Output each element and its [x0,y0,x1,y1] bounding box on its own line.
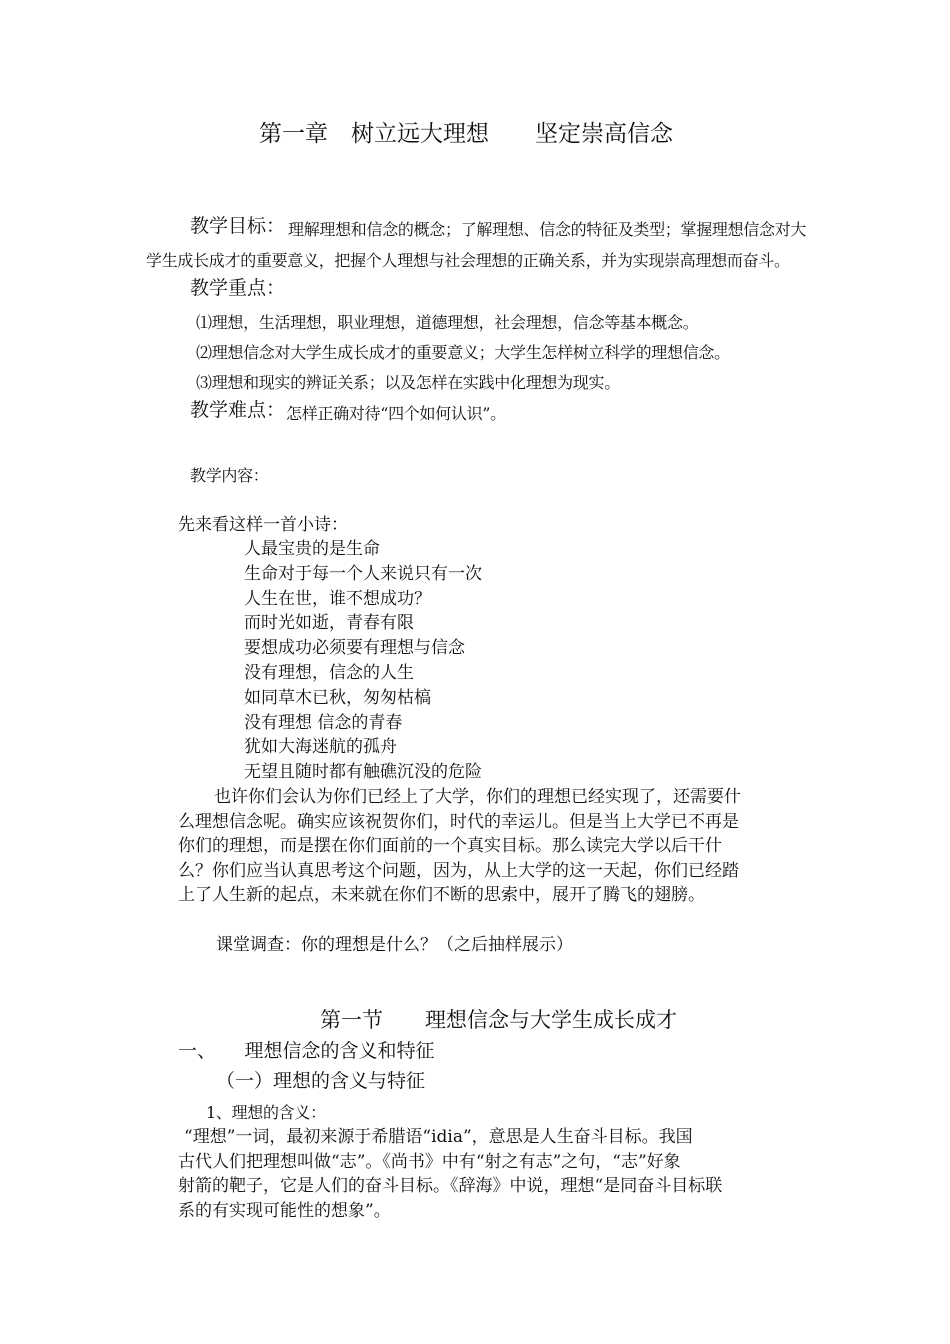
key-point-3: ⑶理想和现实的辨证关系；以及怎样在实践中化理想为现实。 [196,373,620,392]
difficulty-text: 怎样正确对待“四个如何认识”。 [286,404,506,423]
paragraph-line: 古代人们把理想叫做“志”。《尚书》中有“射之有志”之句，“志”好象 [178,1152,681,1172]
objectives-line-1: 理解理想和信念的概念；了解理想、信念的特征及类型；掌握理想信念对大 [288,220,807,239]
heading-level-2: （一）理想的含义与特征 [216,1070,426,1092]
paragraph-line: 你们的理想，而是摆在你们面前的一个真实目标。那么读完大学以后干什 [178,836,722,856]
difficulty-label: 教学难点： [190,399,286,421]
paragraph-line: 上了人生新的起点，未来就在你们不断的思索中，展开了腾飞的翅膀。 [178,885,705,905]
heading-level-3: 1、理想的含义： [206,1103,326,1122]
poem-line: 没有理想，信念的人生 [244,663,414,683]
poem-line: 人最宝贵的是生命 [244,539,380,559]
poem-line: 如同草木已秋，匆匆枯槁 [244,688,431,708]
poem-intro: 先来看这样一首小诗： [178,515,348,535]
paragraph-line: 么理想信念呢。确实应该祝贺你们，时代的幸运儿。但是当上大学已不再是 [178,812,739,832]
key-point-1: ⑴理想，生活理想，职业理想，道德理想，社会理想，信念等基本概念。 [196,313,699,332]
paragraph-line: “理想”一词，最初来源于希腊语“idia”，意思是人生奋斗目标。我国 [184,1127,693,1147]
poem-line: 没有理想 信念的青春 [244,713,403,733]
classroom-survey: 课堂调查：你的理想是什么？（之后抽样展示） [216,935,573,955]
paragraph-line: 系的有实现可能性的想象”。 [178,1201,391,1221]
heading-level-1: 一、 理想信念的含义和特征 [178,1040,435,1062]
poem-line: 而时光如逝，青春有限 [244,613,414,633]
paragraph-line: 射箭的靶子，它是人们的奋斗目标。《辞海》中说，理想“是同奋斗目标联 [178,1176,723,1196]
section-title: 第一节 理想信念与大学生成长成才 [320,1008,677,1032]
poem-line: 人生在世，谁不想成功？ [244,589,431,609]
poem-line: 犹如大海迷航的孤舟 [244,737,397,757]
paragraph-line: 么？你们应当认真思考这个问题，因为，从上大学的这一天起，你们已经踏 [178,861,739,881]
objectives-line-2: 学生成长成才的重要意义，把握个人理想与社会理想的正确关系，并为实现崇高理想而奋斗。 [146,251,790,270]
poem-line: 无望且随时都有触礁沉没的危险 [244,762,482,782]
paragraph-line: 也许你们会认为你们已经上了大学，你们的理想已经实现了，还需要什 [214,787,741,807]
poem-line: 生命对于每一个人来说只有一次 [244,564,482,584]
key-points-label: 教学重点： [190,277,286,299]
poem-line: 要想成功必须要有理想与信念 [244,638,465,658]
key-point-2: ⑵理想信念对大学生成长成才的重要意义；大学生怎样树立科学的理想信念。 [196,343,730,362]
chapter-title: 第一章 树立远大理想 坚定崇高信念 [259,121,673,147]
objectives-label: 教学目标： [190,215,286,237]
content-label: 教学内容： [190,466,269,485]
